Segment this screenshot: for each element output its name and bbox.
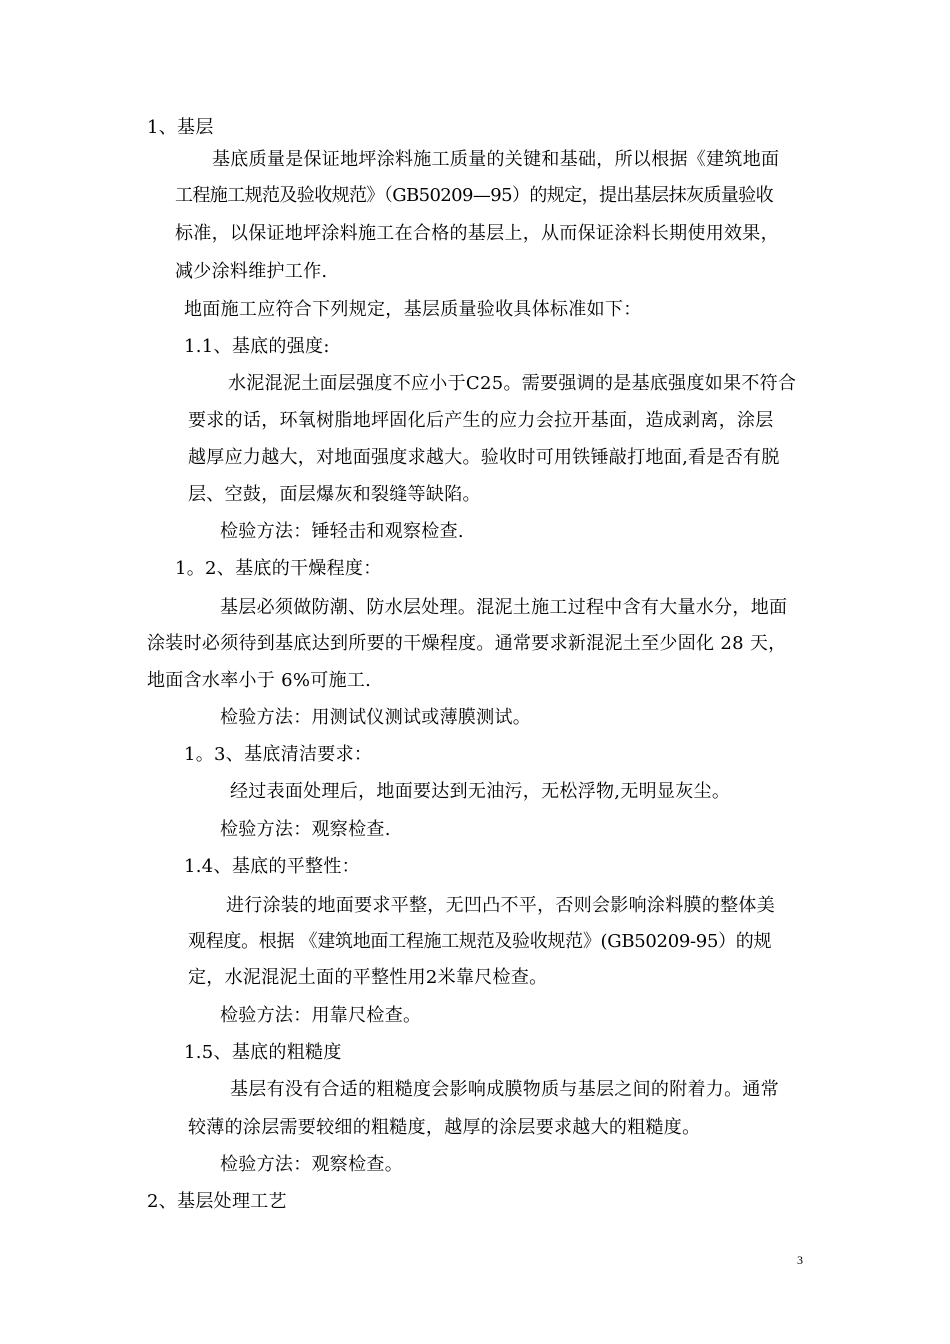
intro-line-4: 减少涂料维护工作. [175,261,328,282]
item-1-body-line-1: 水泥混泥土面层强度不应小于C25。需要强调的是基底强度如果不符合 [228,373,797,394]
item-1-body-line-2: 要求的话，环氧树脂地坪固化后产生的应力会拉开基面，造成剥离，涂层 [188,410,774,431]
item-2-body-line-1: 基层必须做防潮、防水层处理。混泥土施工过程中含有大量水分，地面 [220,597,788,618]
item-2-title: 1。2、基底的干燥程度： [175,558,382,579]
item-5-title: 1.5、基底的粗糙度 [184,1042,342,1063]
item-1-body-line-4: 层、空鼓，面层爆灰和裂缝等缺陷。 [188,484,481,505]
item-3-body-line-1: 经过表面处理后，地面要达到无油污，无松浮物,无明显灰尘。 [230,781,731,802]
item-5-body-line-2: 较薄的涂层需要较细的粗糙度，越厚的涂层要求越大的粗糙度。 [188,1117,701,1138]
item-4-body-line-2: 观程度。根据 《建筑地面工程施工规范及验收规范》(GB50209-95）的规 [188,931,772,952]
item-5-method: 检验方法：观察检查。 [220,1154,403,1175]
item-3-title: 1。3、基底清洁要求： [184,744,373,765]
section-1-heading: 1、基层 [147,117,214,138]
item-3-method: 检验方法：观察检查. [220,819,391,840]
item-4-body-line-1: 进行涂装的地面要求平整，无凹凸不平，否则会影响涂料膜的整体美 [226,895,775,916]
item-4-body-line-3: 定，水泥混泥土面的平整性用2米靠尺检查。 [188,967,548,988]
item-1-title: 1.1、基底的强度: [184,336,330,357]
intro-line-1: 基底质量是保证地坪涂料施工质量的关键和基础，所以根据《建筑地面 [212,149,780,170]
intro-line-2: 工程施工规范及验收规范》（GB50209—95）的规定，提出基层抹灰质量验收 [175,185,773,206]
item-4-title: 1.4、基底的平整性： [184,856,360,877]
item-2-body-line-3: 地面含水率小于 6%可施工. [147,670,372,691]
rules-intro: 地面施工应符合下列规定，基层质量验收具体标准如下： [184,299,642,320]
page-number: 3 [797,1253,803,1267]
item-5-body-line-1: 基层有没有合适的粗糙度会影响成膜物质与基层之间的附着力。通常 [230,1079,779,1100]
item-1-body-line-3: 越厚应力越大，对地面强度求越大。验收时可用铁锤敲打地面,看是否有脱 [188,447,780,468]
item-4-method: 检验方法：用靠尺检查。 [220,1005,422,1026]
item-2-method: 检验方法：用测试仪测试或薄膜测试。 [220,707,532,728]
item-2-body-line-2: 涂装时必须待到基底达到所要的干燥程度。通常要求新混泥土至少固化 28 天， [147,633,787,654]
section-2-heading: 2、基层处理工艺 [147,1191,287,1212]
intro-line-3: 标准，以保证地坪涂料施工在合格的基层上，从而保证涂料长期使用效果， [175,223,779,244]
item-1-method: 检验方法：锤轻击和观察检查. [220,521,464,542]
